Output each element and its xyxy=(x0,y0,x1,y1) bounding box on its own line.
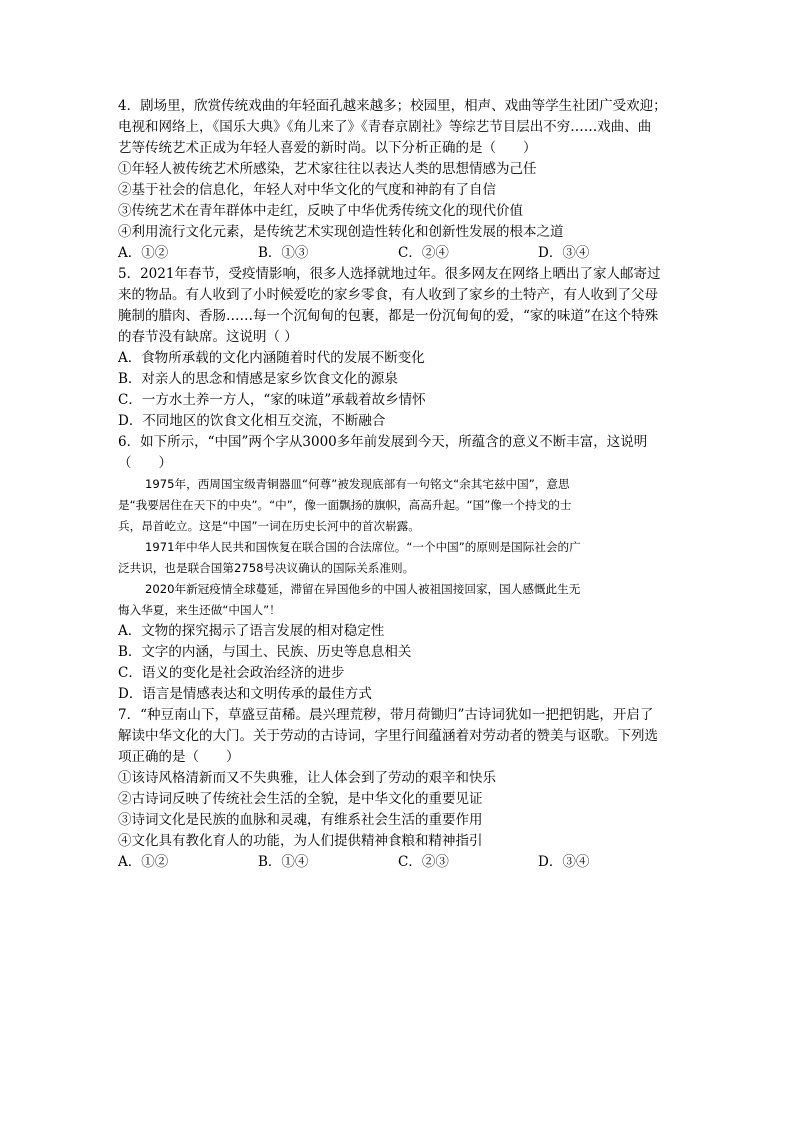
material-block xyxy=(118,474,678,621)
question-6 xyxy=(118,432,678,705)
question-4 xyxy=(118,96,678,264)
exam-content xyxy=(118,96,678,873)
material-line: 1975年，西周国宝级青铜器皿“何尊”被发现底部有一句铭文“余其宅兹中国”，意思 xyxy=(145,477,570,491)
choice-b: B．①③ xyxy=(258,245,309,261)
question-stem: 的春节没有缺席。这说明（ ） xyxy=(118,329,298,345)
question-7 xyxy=(118,705,678,873)
statement-option: ①年轻人被传统艺术所感染，艺术家往往以表达人类的思想情感为己任 xyxy=(118,161,537,177)
material-line: 1971年中华人民共和国恢复在联合国的合法席位。“一个中国”的原则是国际社会的广 xyxy=(145,540,581,554)
choice-c: C．语义的变化是社会政治经济的进步 xyxy=(118,665,345,681)
question-stem: 电视和网络上，《国乐大典》《角儿来了》《青春京剧社》等综艺节目层出不穷……戏曲、曲 xyxy=(118,119,652,135)
material-line: 泛共识，也是联合国第2758号决议确认的国际关系准则。 xyxy=(118,561,415,575)
choice-d: D．③④ xyxy=(538,854,590,870)
choice-a: A．食物所承载的文化内涵随着时代的发展不断变化 xyxy=(118,350,425,366)
material-line: 2020年新冠疫情全球蔓延，滞留在异国他乡的中国人被祖国接回家，国人感慨此生无 xyxy=(145,582,581,596)
choice-b: B．文字的内涵，与国土、民族、历史等息息相关 xyxy=(118,644,412,660)
answer-choices xyxy=(118,852,678,873)
choice-a: A．①② xyxy=(118,245,169,261)
statement-option: ②古诗词反映了传统社会生活的全貌，是中华文化的重要见证 xyxy=(118,791,483,807)
statement-option: ③传统艺术在青年群体中走红，反映了中华优秀传统文化的现代价值 xyxy=(118,203,523,219)
choice-c: C．②④ xyxy=(398,245,449,261)
choice-b: B．①④ xyxy=(258,854,309,870)
answer-choices xyxy=(118,243,678,264)
question-stem: 6．如下所示，“中国”两个字从3000多年前发展到今天，所蕴含的意义不断丰富，这说明 xyxy=(118,434,648,450)
question-5 xyxy=(118,264,678,432)
material-line: 兵，昂首屹立。这是“中国”一词在历史长河中的首次崭露。 xyxy=(118,519,420,533)
question-stem: 7．“种豆南山下，草盛豆苗稀。晨兴理荒秽，带月荷锄归”古诗词犹如一把把钥匙，开启了 xyxy=(118,707,654,723)
question-stem: （ ） xyxy=(118,455,172,471)
statement-option: ④利用流行文化元素，是传统艺术实现创造性转化和创新性发展的根本之道 xyxy=(118,224,564,240)
choice-a: A．①② xyxy=(118,854,169,870)
choice-c: C．一方水土养一方人，“家的味道”承载着故乡情怀 xyxy=(118,392,426,408)
material-line: 是“我要居住在天下的中央”。“中”，像一面飘扬的旗帜，高高升起。“国”像一个持戈的士 xyxy=(118,498,572,512)
choice-c: C．②③ xyxy=(398,854,449,870)
statement-option: ①该诗风格清新而又不失典雅，让人体会到了劳动的艰辛和快乐 xyxy=(118,770,496,786)
question-stem: 艺等传统艺术正成为年轻人喜爱的新时尚。以下分析正确的是（ ） xyxy=(118,140,537,156)
choice-b: B．对亲人的思念和情感是家乡饮食文化的源泉 xyxy=(118,371,398,387)
choice-d: D．不同地区的饮食文化相互交流，不断融合 xyxy=(118,413,386,429)
choice-d: D．语言是情感表达和文明传承的最佳方式 xyxy=(118,686,372,702)
question-stem: 解读中华文化的大门。关于劳动的古诗词，字里行间蕴涵着对劳动者的赞美与讴歌。下列选 xyxy=(118,728,658,744)
question-stem: 项正确的是（ ） xyxy=(118,749,240,765)
choice-d: D．③④ xyxy=(538,245,590,261)
statement-option: ②基于社会的信息化，年轻人对中华文化的气度和神韵有了自信 xyxy=(118,182,496,198)
question-stem: 腌制的腊肉、香肠……每一个沉甸甸的包裹，都是一份沉甸甸的爱，“家的味道”在这个特殊 xyxy=(118,308,659,324)
question-stem: 4．剧场里，欣赏传统戏曲的年轻面孔越来越多；校园里，相声、戏曲等学生社团广受欢迎； xyxy=(118,98,667,114)
choice-a: A．文物的探究揭示了语言发展的相对稳定性 xyxy=(118,623,385,639)
question-stem: 来的物品。有人收到了小时候爱吃的家乡零食，有人收到了家乡的土特产，有人收到了父母 xyxy=(118,287,658,303)
material-line: 悔入华夏，来生还做“中国人”！ xyxy=(118,603,281,617)
statement-option: ④文化具有教化育人的功能，为人们提供精神食粮和精神指引 xyxy=(118,833,483,849)
question-stem: 5．2021年春节，受疫情影响，很多人选择就地过年。很多网友在网络上晒出了家人邮寄过 xyxy=(118,266,661,282)
statement-option: ③诗词文化是民族的血脉和灵魂，有维系社会生活的重要作用 xyxy=(118,812,483,828)
